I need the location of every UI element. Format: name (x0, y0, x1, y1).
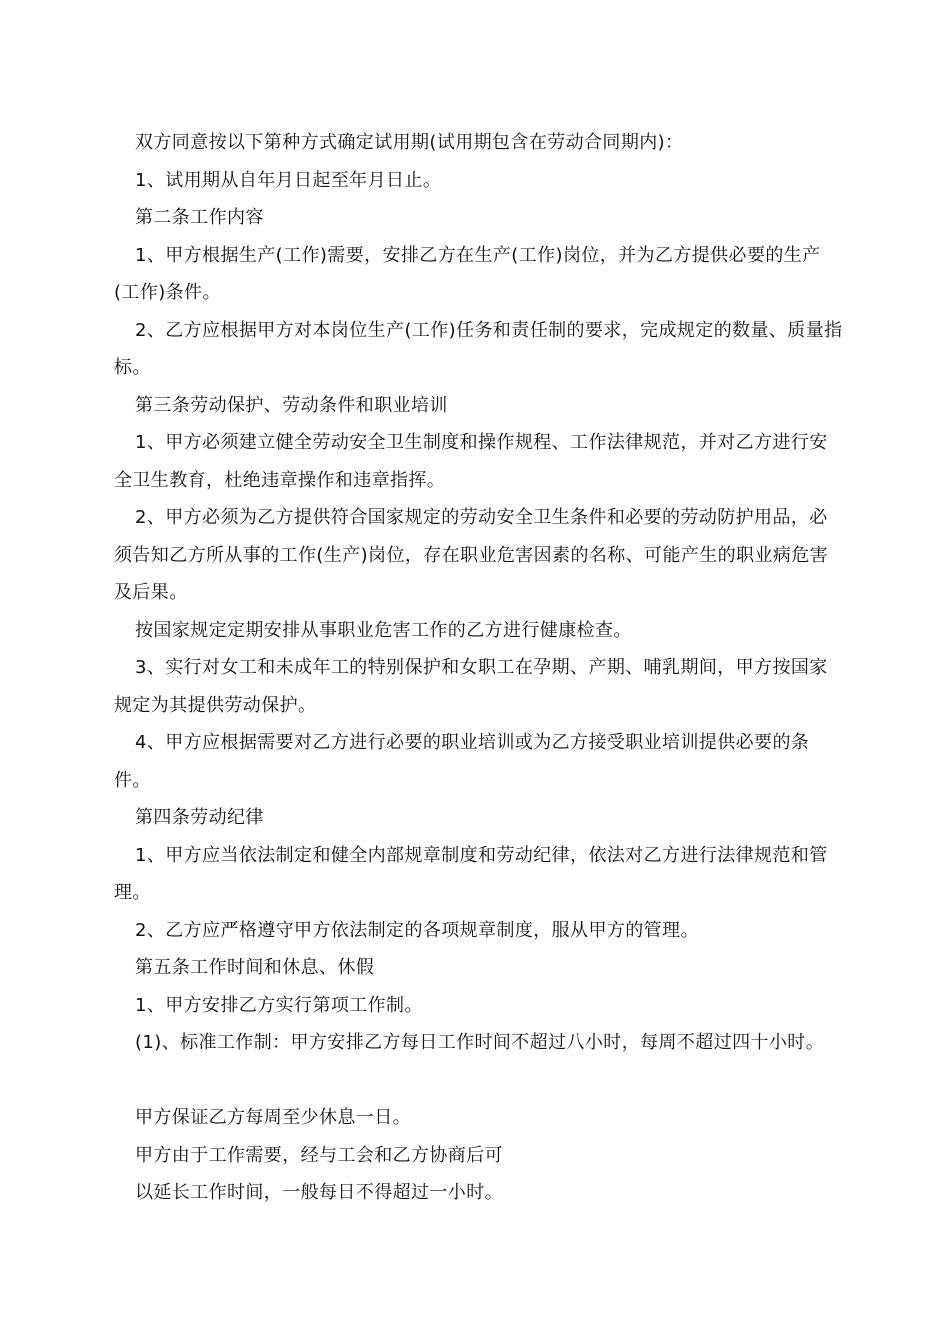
blank-line (114, 1062, 844, 1100)
paragraph-work-2: 2、乙方应根据甲方对本岗位生产(工作)任务和责任制的要求，完成规定的数量、质量指标。 (114, 319, 843, 378)
paragraph-overtime-2: 以延长工作时间，一般每日不得超过一小时。 (135, 1182, 503, 1203)
heading-article-4: 第四条劳动纪律 (135, 807, 264, 828)
heading-article-5: 第五条工作时间和休息、休假 (135, 957, 375, 978)
paragraph-protection-4: 4、甲方应根据需要对乙方进行必要的职业培训或为乙方接受职业培训提供必要的条件。 (114, 732, 810, 791)
paragraph-probation-method: 双方同意按以下第种方式确定试用期(试用期包含在劳动合同期内)： (135, 132, 684, 153)
paragraph-probation-period: 1、试用期从自年月日起至年月日止。 (135, 169, 442, 191)
paragraph-protection-1: 1、甲方必须建立健全劳动安全卫生制度和操作规程、工作法律规范，并对乙方进行安全卫生教育，杜绝违章操作和违章指挥。 (114, 432, 828, 491)
paragraph-protection-3: 3、实行对女工和未成年工的特别保护和女职工在孕期、产期、哺乳期间，甲方按国家规定为其提供劳动保护。 (114, 657, 828, 716)
paragraph-standard-hours: (1)、标准工作制：甲方安排乙方每日工作时间不超过八小时，每周不超过四十小时。 (135, 1032, 825, 1053)
heading-article-2: 第二条工作内容 (135, 207, 264, 228)
paragraph-hours-1: 1、甲方安排乙方实行第项工作制。 (135, 994, 423, 1016)
paragraph-weekly-rest: 甲方保证乙方每周至少休息一日。 (135, 1107, 411, 1128)
heading-article-3: 第三条劳动保护、劳动条件和职业培训 (135, 394, 448, 416)
document-body (114, 124, 844, 1212)
paragraph-work-1: 1、甲方根据生产(工作)需要，安排乙方在生产(工作)岗位，并为乙方提供必要的生产(工作)条件。 (114, 244, 821, 303)
paragraph-overtime-1: 甲方由于工作需要，经与工会和乙方协商后可 (135, 1144, 503, 1166)
paragraph-health-check: 按国家规定定期安排从事职业危害工作的乙方进行健康检查。 (135, 619, 632, 641)
paragraph-protection-2: 2、甲方必须为乙方提供符合国家规定的劳动安全卫生条件和必要的劳动防护用品，必须告知乙方所从事的工作(生产)岗位，存在职业危害因素的名称、可能产生的职业病危害及后果。 (114, 507, 829, 603)
paragraph-discipline-2: 2、乙方应严格遵守甲方依法制定的各项规章制度，服从甲方的管理。 (135, 919, 699, 941)
paragraph-discipline-1: 1、甲方应当依法制定和健全内部规章制度和劳动纪律，依法对乙方进行法律规范和管理。 (114, 844, 828, 903)
